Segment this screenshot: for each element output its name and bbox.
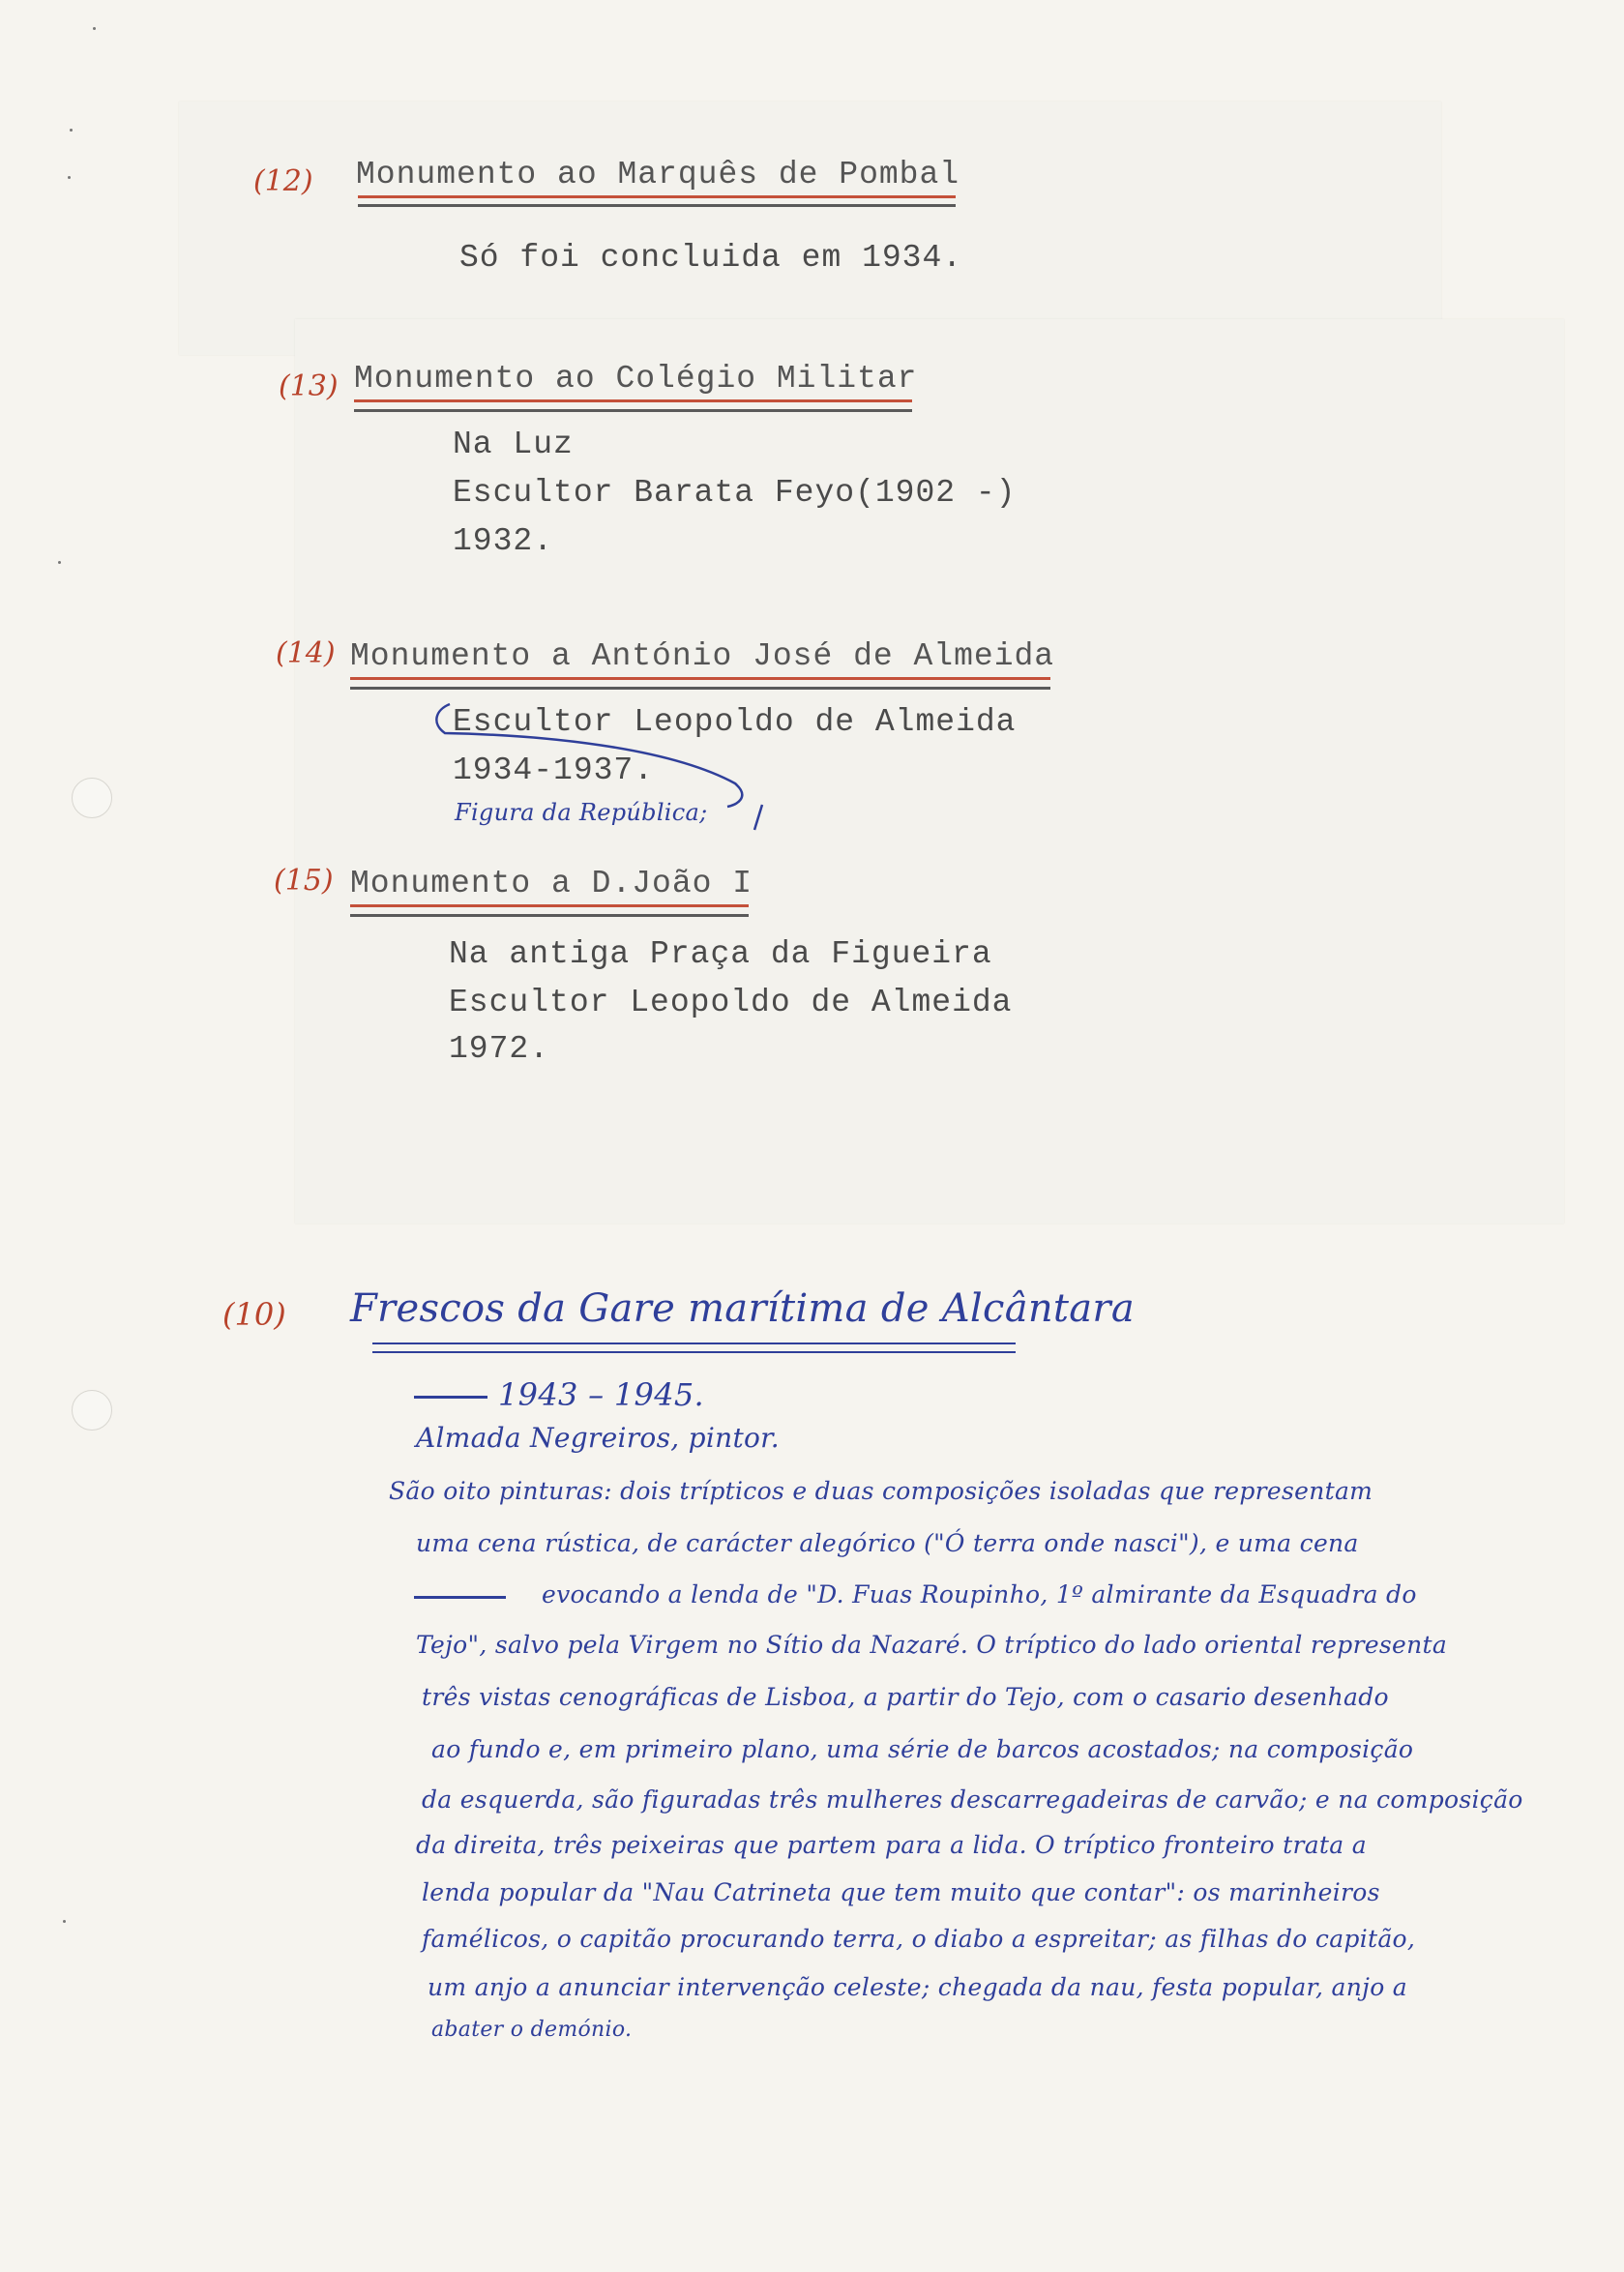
title-underline — [372, 1343, 1016, 1344]
paper-speck — [68, 176, 71, 179]
paper-speck — [58, 561, 61, 564]
entry-line: Só foi concluida em 1934. — [459, 240, 963, 276]
title-underline — [350, 677, 1050, 680]
entry-title: Monumento a D.João I — [350, 866, 753, 901]
title-underline — [372, 1351, 1016, 1353]
title-underline — [350, 687, 1050, 690]
handwritten-line: lenda popular da "Nau Catrineta que tem muito que contar": os marinheiros — [422, 1878, 1380, 1906]
handwritten-line: Tejo", salvo pela Virgem no Sítio da Nazaré. O tríptico do lado oriental representa — [416, 1631, 1448, 1659]
title-underline — [350, 914, 749, 917]
paper-speck — [63, 1920, 66, 1923]
handwritten-author: Almada Negreiros, pintor. — [416, 1422, 780, 1454]
handwritten-line: abater o demónio. — [431, 2018, 633, 2042]
entry-title: Monumento ao Colégio Militar — [354, 361, 918, 397]
entry-line: Na antiga Praça da Figueira — [449, 936, 992, 972]
handwritten-line: da esquerda, são figuradas três mulheres descarregadeiras de carvão; e na composição — [422, 1785, 1523, 1814]
paper-speck — [70, 129, 73, 132]
entry-line: Escultor Leopoldo de Almeida — [449, 985, 1013, 1020]
entry-number: (10) — [222, 1296, 286, 1333]
title-underline — [354, 409, 912, 412]
handwritten-line: ao fundo e, em primeiro plano, uma série de barcos acostados; na composição — [431, 1735, 1414, 1763]
title-underline — [354, 399, 912, 402]
handwritten-line: da direita, três peixeiras que partem para a lida. O tríptico fronteiro trata a — [416, 1831, 1367, 1859]
entry-line: 1972. — [449, 1031, 550, 1067]
paper-speck — [93, 27, 96, 30]
handwritten-title: Frescos da Gare marítima de Alcântara — [350, 1286, 1136, 1331]
strikethrough — [414, 1596, 506, 1599]
handwritten-line: um anjo a anunciar intervenção celeste; chegada da nau, festa popular, anjo a — [428, 1973, 1408, 2001]
entry-title: Monumento ao Marquês de Pombal — [356, 157, 960, 192]
handwritten-line: três vistas cenográficas de Lisboa, a partir do Tejo, com o casario desenhado — [422, 1683, 1389, 1711]
entry-line: Escultor Barata Feyo(1902 -) — [453, 475, 1017, 511]
title-underline — [350, 904, 749, 907]
handwritten-note: Figura da República; — [455, 799, 708, 826]
entry-line: Na Luz — [453, 427, 574, 462]
title-underline — [358, 204, 956, 207]
handwritten-line: evocando a lenda de "D. Fuas Roupinho, 1º almirante da Esquadra do — [542, 1580, 1417, 1608]
entry-line: Escultor Leopoldo de Almeida — [453, 704, 1017, 740]
handwritten-line: São oito pinturas: dois trípticos e duas composições isoladas que representam — [389, 1477, 1373, 1505]
entry-number: (14) — [276, 636, 336, 670]
entry-line: 1932. — [453, 523, 554, 559]
handwritten-line: uma cena rústica, de carácter alegórico ("Ó terra onde nasci"), e uma cena — [416, 1529, 1359, 1557]
typed-clipping-top — [179, 102, 1441, 355]
strikethrough — [414, 1396, 487, 1399]
entry-number: (15) — [274, 864, 334, 898]
punch-hole — [72, 778, 112, 818]
handwritten-dates: 1943 – 1945. — [498, 1376, 704, 1413]
punch-hole — [72, 1390, 112, 1431]
entry-line: 1934-1937. — [453, 752, 655, 788]
entry-title: Monumento a António José de Almeida — [350, 638, 1055, 674]
title-underline — [358, 195, 956, 198]
entry-number: (13) — [279, 369, 339, 403]
handwritten-line: famélicos, o capitão procurando terra, o diabo a espreitar; as filhas do capitão, — [422, 1925, 1416, 1953]
entry-number: (12) — [253, 164, 313, 198]
